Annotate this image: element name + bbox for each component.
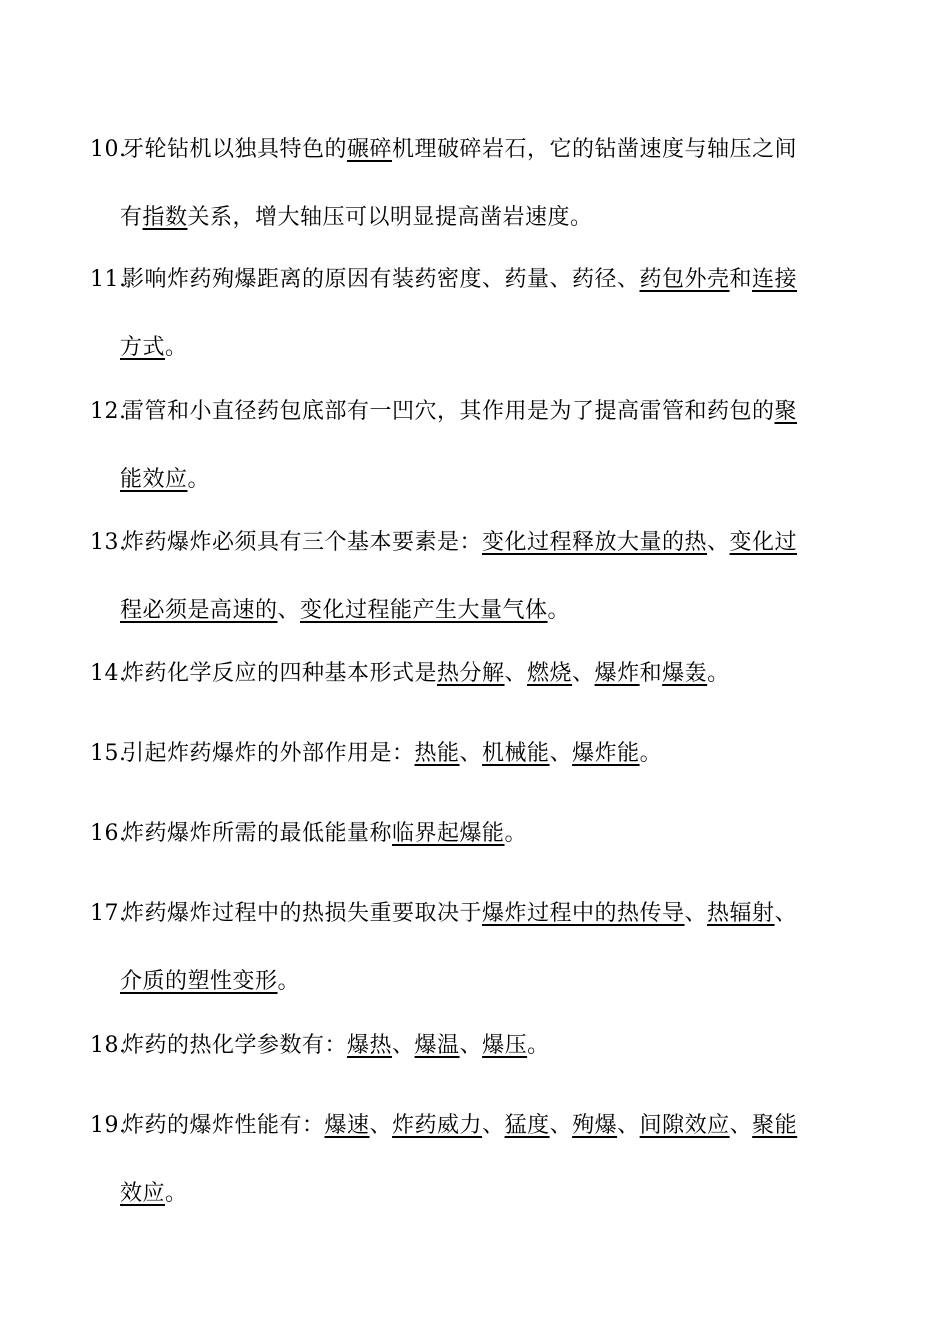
answer-blank: 间隙效应 (639, 1113, 730, 1138)
answer-blank: 爆炸能 (572, 741, 640, 766)
line-text (122, 901, 797, 926)
question-11 (90, 246, 865, 382)
question-number: 11. (90, 267, 127, 292)
question-text: 炸药爆炸过程中的热损失重要取决于 (122, 901, 483, 926)
question-number: 14. (90, 661, 127, 686)
question-text: 。 (165, 1181, 188, 1206)
question-text: 引起炸药爆炸的外部作用是： (122, 741, 415, 766)
answer-blank: 能效应 (120, 467, 188, 492)
question-text: 影响炸药殉爆距离的原因有装药密度、药量、药径、 (122, 267, 640, 292)
question-line (90, 720, 865, 788)
line-text (122, 661, 730, 686)
question-line (90, 800, 865, 868)
line-text (122, 1113, 797, 1138)
question-continuation (90, 184, 865, 252)
question-text: 、 (459, 1033, 483, 1058)
question-text: 、 (459, 741, 483, 766)
line-text (122, 1033, 550, 1058)
answer-blank: 聚 (774, 399, 798, 424)
question-continuation (90, 446, 865, 514)
question-line (90, 1012, 865, 1080)
question-text: 、 (277, 598, 301, 623)
question-text: 、 (369, 1113, 393, 1138)
line-text (122, 399, 797, 424)
question-continuation (90, 314, 865, 382)
question-text: 、 (729, 1113, 753, 1138)
answer-blank: 聚能 (752, 1113, 798, 1138)
answer-blank: 药包外壳 (639, 267, 730, 292)
question-10 (90, 116, 865, 252)
answer-blank: 变化过 (729, 530, 798, 555)
question-number: 10. (90, 137, 127, 162)
question-text: 。 (165, 335, 188, 360)
answer-blank: 爆热 (347, 1033, 393, 1058)
line-text (122, 137, 797, 162)
answer-blank: 热辐射 (707, 901, 775, 926)
answer-blank: 燃烧 (527, 661, 573, 686)
question-line (90, 378, 865, 446)
answer-blank: 爆炸 (594, 661, 640, 686)
question-text: 、 (684, 901, 708, 926)
question-text: 炸药的爆炸性能有： (122, 1113, 325, 1138)
answer-blank: 变化过程释放大量的热 (482, 530, 708, 555)
question-12 (90, 378, 865, 514)
question-text: 、 (482, 1113, 505, 1138)
question-number: 12. (90, 399, 127, 424)
question-16 (90, 800, 865, 868)
answer-blank: 爆压 (482, 1033, 528, 1058)
answer-blank: 临界起爆能 (392, 821, 505, 846)
question-text: 、 (549, 741, 573, 766)
question-number: 17. (90, 901, 127, 926)
question-text: 炸药的热化学参数有： (122, 1033, 348, 1058)
line-text (122, 821, 527, 846)
answer-blank: 炸药威力 (392, 1113, 483, 1138)
question-text: 、 (392, 1033, 415, 1058)
question-text: 和 (729, 267, 753, 292)
question-line (90, 246, 865, 314)
question-number: 16. (90, 821, 127, 846)
question-continuation (90, 1160, 865, 1228)
question-text: 和 (639, 661, 663, 686)
answer-blank: 效应 (120, 1181, 166, 1206)
answer-blank: 殉爆 (572, 1113, 618, 1138)
question-line (90, 880, 865, 948)
question-text: 、 (572, 661, 595, 686)
line-text (122, 267, 797, 292)
question-line (90, 1092, 865, 1160)
question-text: 、 (549, 1113, 573, 1138)
question-text: 。 (547, 598, 571, 623)
question-text: 、 (504, 661, 528, 686)
question-continuation (90, 577, 865, 645)
question-text: 。 (707, 661, 730, 686)
line-text (122, 741, 662, 766)
question-text: 。 (187, 467, 211, 492)
question-continuation (90, 948, 865, 1016)
question-line (90, 116, 865, 184)
question-number: 18. (90, 1033, 127, 1058)
question-text: 。 (504, 821, 528, 846)
question-text: 关系，增大轴压可以明显提高凿岩速度。 (187, 205, 593, 230)
question-text: 、 (617, 1113, 640, 1138)
answer-blank: 爆炸过程中的热传导 (482, 901, 685, 926)
answer-blank: 热能 (414, 741, 460, 766)
question-number: 15. (90, 741, 127, 766)
question-text: 炸药爆炸必须具有三个基本要素是： (122, 530, 483, 555)
question-text: 牙轮钻机以独具特色的 (122, 137, 348, 162)
question-line (90, 509, 865, 577)
question-line (90, 640, 865, 708)
answer-blank: 碾碎 (347, 137, 393, 162)
question-text: 炸药化学反应的四种基本形式是 (122, 661, 438, 686)
question-text: 。 (277, 969, 301, 994)
question-text: 有 (120, 205, 143, 230)
question-19 (90, 1092, 865, 1228)
question-15 (90, 720, 865, 788)
question-text: 机理破碎岩石，它的钻凿速度与轴压之间 (392, 137, 798, 162)
answer-blank: 爆速 (324, 1113, 370, 1138)
question-18 (90, 1012, 865, 1080)
answer-blank: 机械能 (482, 741, 550, 766)
question-text: 、 (707, 530, 730, 555)
answer-blank: 方式 (120, 335, 166, 360)
answer-blank: 程必须是高速的 (120, 598, 278, 623)
question-number: 13. (90, 530, 127, 555)
question-text: 雷管和小直径药包底部有一凹穴，其作用是为了提高雷管和药包的 (122, 399, 775, 424)
question-14 (90, 640, 865, 708)
answer-blank: 热分解 (437, 661, 505, 686)
answer-blank: 连接 (752, 267, 798, 292)
answer-blank: 介质的塑性变形 (120, 969, 278, 994)
answer-blank: 变化过程能产生大量气体 (300, 598, 548, 623)
question-text: 。 (527, 1033, 550, 1058)
question-text: 。 (639, 741, 663, 766)
answer-blank: 猛度 (504, 1113, 550, 1138)
question-13 (90, 509, 865, 645)
answer-blank: 爆温 (414, 1033, 460, 1058)
question-text: 炸药爆炸所需的最低能量称 (122, 821, 393, 846)
answer-blank: 爆轰 (662, 661, 708, 686)
question-17 (90, 880, 865, 1016)
question-text: 、 (774, 901, 798, 926)
line-text (122, 530, 797, 555)
question-number: 19. (90, 1113, 127, 1138)
answer-blank: 指数 (142, 205, 188, 230)
